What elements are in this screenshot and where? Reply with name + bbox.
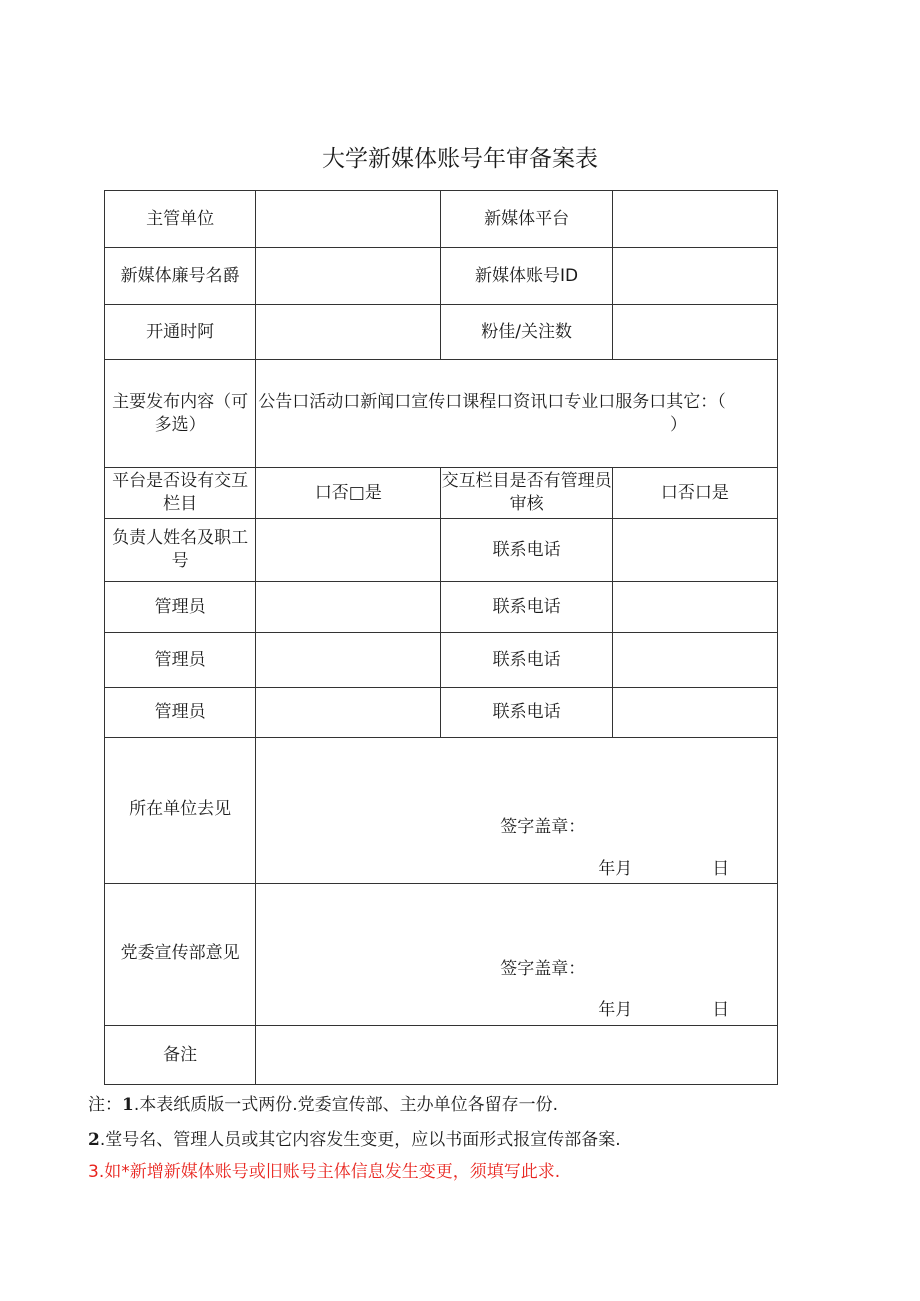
owner-phone-field[interactable] [612,519,777,582]
day-label: 日 [712,859,730,879]
admin-phone-label: 联系电话 [441,582,612,633]
note-1-number: 1 [122,1095,134,1115]
followers-field[interactable] [612,305,777,360]
table-row [105,248,778,305]
account-id-label: 新媒体账号ID [441,248,612,305]
form-title: 大学新媒体账号年审备案表 [322,146,598,172]
account-id-field[interactable] [612,248,777,305]
table-row [105,305,778,360]
admin-phone-field[interactable] [612,633,777,688]
table-row [105,633,778,688]
unit-field[interactable] [256,191,441,248]
note-2-number: 2 [88,1130,100,1150]
admin-review-options[interactable]: 口否口是 [612,468,777,519]
admin-label: 管理员 [105,582,256,633]
note-2-text: .堂号名、管理人员或其它内容发生变更，应以书面形式报宣传部备案. [99,1130,621,1150]
table-row [105,360,778,468]
account-name-label: 新媒体廉号名爵 [105,248,256,305]
content-options-close: ） [670,414,687,435]
table-row [105,582,778,633]
table-row [105,1026,778,1085]
account-name-field[interactable] [256,248,441,305]
unit-opinion-label: 所在单位去见 [105,738,256,884]
admin-label: 管理员 [105,633,256,688]
admin-phone-field[interactable] [612,688,777,738]
signature-label: 签字盖章： [500,817,586,837]
content-label: 主要发布内容（可多选） [105,360,256,468]
year-month-label: 年月 [598,859,633,879]
table-row [105,884,778,1026]
note-2 [88,1128,621,1152]
table-row [105,688,778,738]
remarks-field[interactable] [256,1026,778,1085]
admin-phone-label: 联系电话 [441,688,612,738]
content-options[interactable] [256,360,778,468]
admin-review-label: 交互栏目是否有管理员审核 [441,468,612,519]
table-row [105,468,778,519]
platform-label: 新媒体平台 [441,191,612,248]
note-1-text: .本表纸质版一式两份.党委宣传部、主办单位各留存一份. [133,1095,559,1115]
admin-field[interactable] [256,582,441,633]
interactive-label: 平台是否设有交互栏目 [105,468,256,519]
signature-label: 签字盖章： [500,959,586,979]
content-options-text: 公告口活动口新闻口宣传口课程口资讯口专业口服务口其它：（ [258,391,726,412]
unit-label: 主管单位 [105,191,256,248]
note-1 [88,1093,558,1117]
platform-field[interactable] [612,191,777,248]
owner-phone-label: 联系电话 [441,519,612,582]
table-row [105,191,778,248]
party-opinion-field[interactable] [256,884,778,1026]
note-3: 3.如*新增新媒体账号或旧账号主体信息发生变更，须填写此求. [88,1162,561,1182]
open-time-label: 开通时阿 [105,305,256,360]
registration-form-table [104,190,778,1085]
owner-label: 负责人姓名及职工号 [105,519,256,582]
table-row [105,519,778,582]
interactive-options[interactable]: 口否□是 [256,468,441,519]
admin-phone-field[interactable] [612,582,777,633]
table-row [105,738,778,884]
note-prefix: 注： [88,1095,122,1115]
unit-opinion-field[interactable] [256,738,778,884]
admin-field[interactable] [256,633,441,688]
day-label: 日 [712,1000,730,1020]
owner-field[interactable] [256,519,441,582]
followers-label: 粉佳/关注数 [441,305,612,360]
open-time-field[interactable] [256,305,441,360]
remarks-label: 备注 [105,1026,256,1085]
admin-phone-label: 联系电话 [441,633,612,688]
year-month-label: 年月 [598,1000,633,1020]
admin-field[interactable] [256,688,441,738]
party-opinion-label: 党委宣传部意见 [105,884,256,1026]
admin-label: 管理员 [105,688,256,738]
